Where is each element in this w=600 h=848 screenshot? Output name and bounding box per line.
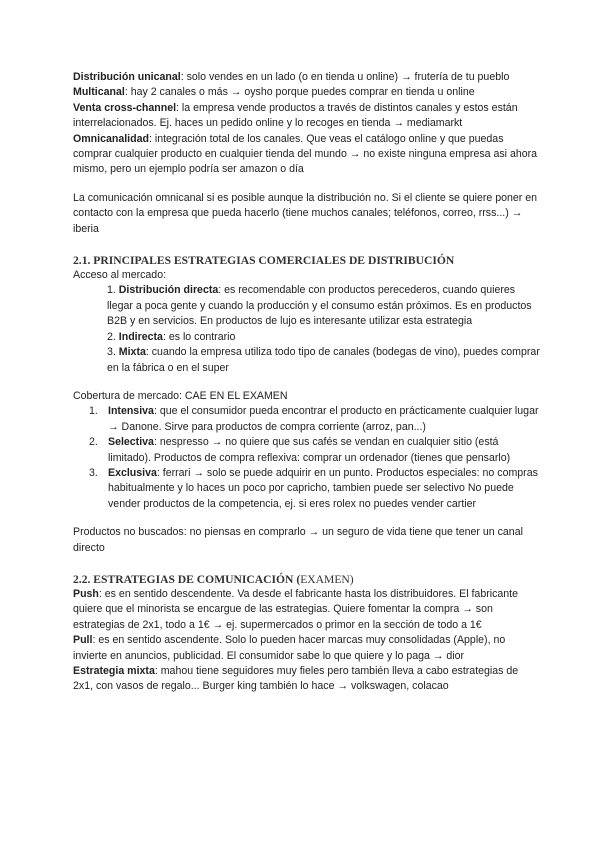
term-unicanal: Distribución unicanal	[73, 71, 181, 83]
list-item-exclusiva: 3. Exclusiva: ferrari → solo se puede adquirir en un punto. Productos especiales: no compras habitualmente y lo haces un poco por capricho, tambien puede ser selectivo No puede vender productos de la competencia, ej. si eres rolex no puedes vender cartier	[89, 466, 538, 510]
paragraph-estrategia-mixta: Estrategia mixta: mahou tiene seguidores muy fieles pero también lleva a cabo estrategias de 2x1, con vasos de regalo... Burger king también lo hace → volkswagen, colacao	[73, 665, 519, 693]
list-item-selectiva: 2. Selectiva: nespresso → no quiere que sus cafés se vendan en cualquier sitio (está limitado). Productos de compra reflexiva: comprar un ordenador (tienes que pensarlo)	[89, 436, 511, 464]
label-cobertura-mercado: Cobertura de mercado: CAE EN EL EXAMEN	[73, 389, 288, 402]
paragraph-productos-no-buscados: Productos no buscados: no piensas en comprarlo → un seguro de vida tiene que tener un canal directo	[73, 526, 523, 554]
acceso-list	[73, 283, 540, 375]
paragraph-push: Push: es en sentido descendente. Va desde el fabricante hasta los distribuidores. El fabricante quiere que el minorista se encargue de las estrategias. Quiere fomentar la compra → son estrategias de 2x1, todo a 1€ → ej. supermercados o primor en la sección de todo a 1€	[73, 587, 519, 631]
paragraph-omnicanalidad: Omnicanalidad: integración total de los canales. Que veas el catálogo online y que puedas comprar cualquier producto en cualquier tienda del mundo → no existe ninguna empresa asi ahora mismo, pero un ejemplo podría ser amazon o día	[73, 132, 538, 176]
term-pull: Pull	[73, 634, 93, 647]
section-heading-distribucion: 2.1. PRINCIPALES ESTRATEGIAS COMERCIALES DE DISTRIBUCIÓN	[73, 254, 455, 268]
paragraph-unicanal: Distribución unicanal: solo vendes en un lado (o en tienda u online) → frutería de tu pueblo	[73, 71, 510, 83]
term-omnicanalidad: Omnicanalidad	[73, 132, 149, 145]
section-heading-comunicacion: 2.2. ESTRATEGIAS DE COMUNICACIÓN (EXAMEN)	[73, 572, 354, 586]
paragraph-pull: Pull: es en sentido ascendente. Solo lo pueden hacer marcas muy consolidadas (Apple), no invierte en anuncios, publicidad. El consumidor sabe lo que quiere y lo paga → dior	[73, 634, 506, 662]
list-item-indirecta: 2. Indirecta: es lo contrario	[107, 330, 236, 343]
term-push: Push	[73, 587, 99, 600]
label-acceso-mercado: Acceso al mercado:	[73, 269, 167, 282]
paragraph-comunicacion-omnicanal: La comunicación omnicanal si es posible aunque la distribución no. Si el cliente se quiere poner en contacto con la empresa que pueda hacerlo (tiene muchos canales; teléfonos, correo, rrss...) → iberia	[73, 191, 538, 235]
cobertura-list	[73, 404, 540, 512]
list-item-mixta: 3. Mixta: cuando la empresa utiliza todo tipo de canales (bodegas de vino), puedes comprar en la fábrica o en el super	[107, 346, 540, 374]
term-cross-channel: Venta cross-channel	[73, 101, 177, 114]
term-estrategia-mixta: Estrategia mixta	[73, 665, 155, 677]
paragraph-multicanal: Multicanal: hay 2 canales o más → oysho porque puedes comprar en tienda u online	[73, 86, 475, 99]
term-multicanal: Multicanal	[73, 86, 125, 99]
list-item-directa: 1. Distribución directa: es recomendable con productos perecederos, cuando quieres llegar a poca gente y cuando la producción y el consumo están próximos. Es en productos B2B y en servicios. En productos de lujo es interesante utilizar esta estrategia	[107, 284, 532, 328]
list-item-intensiva: 1. Intensiva: que el consumidor pueda encontrar el producto en prácticamente cualquier lugar → Danone. Sirve para productos de compra corriente (arroz, pan...)	[89, 405, 539, 433]
paragraph-cross-channel: Venta cross-channel: la empresa vende productos a través de distintos canales y estos están interrelacionados. Ej. haces un pedido online y lo recoges en tienda → mediamarkt	[73, 101, 518, 130]
